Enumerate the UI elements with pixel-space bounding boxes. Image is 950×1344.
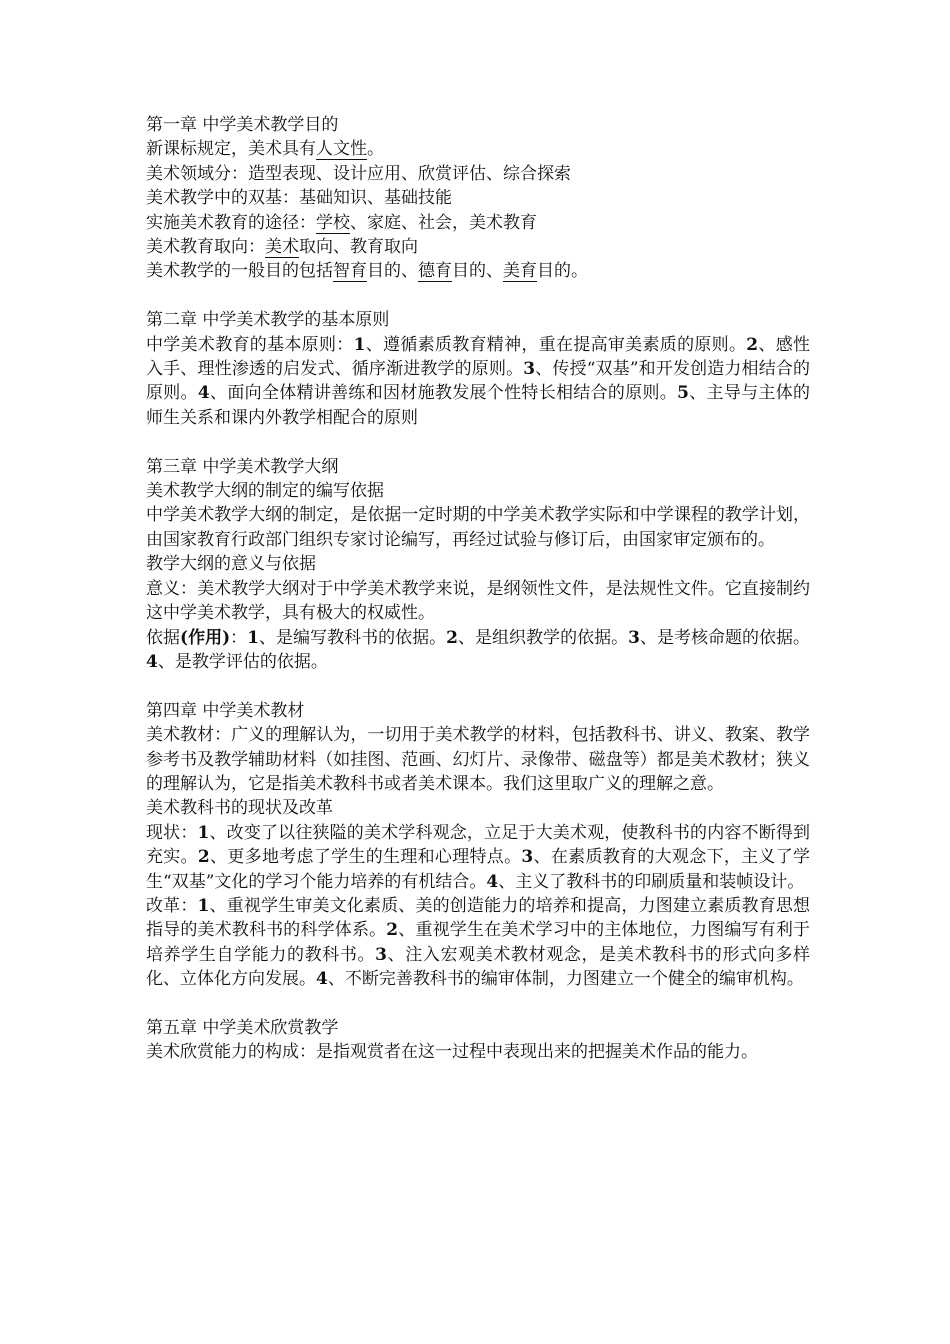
text: 新课标规定，美术具有 — [146, 139, 316, 160]
chapter-3-paragraph-3 — [146, 626, 810, 675]
text: 、感性入手、理性渗透的启发式、循序渐进教学的原则。 — [146, 334, 811, 380]
chapter-1-line-4 — [146, 211, 810, 235]
chapter-1-line-1 — [146, 137, 810, 161]
text: 、是编写教科书的依据。 — [259, 627, 447, 648]
item-number: 4 — [146, 651, 158, 672]
text: 中学美术教育的基本原则： — [146, 334, 354, 355]
item-number: 4 — [316, 969, 328, 990]
chapter-2-principles — [146, 333, 810, 431]
item-number: 3 — [521, 847, 534, 868]
text: 。 — [367, 139, 384, 160]
chapter-4-heading-1: 美术教科书的现状及改革 — [146, 798, 333, 819]
text: 依据 — [146, 627, 181, 648]
item-number: 3 — [375, 944, 387, 965]
item-number: 1 — [197, 895, 210, 916]
chapter-4-title: 第四章 中学美术教材 — [146, 700, 305, 721]
chapter-1-title: 第一章 中学美术教学目的 — [146, 115, 339, 135]
chapter-2 — [146, 308, 810, 430]
chapter-3-title: 第三章 中学美术教学大纲 — [146, 456, 339, 477]
item-number: 4 — [486, 871, 499, 892]
text: 、是考核命题的依据。 — [639, 627, 811, 648]
chapter-1-line-5 — [146, 235, 810, 259]
text: 、注入宏观美术教材观念，是美术教科书的形式向多样化、立体化方向发展。 — [146, 944, 811, 990]
chapter-3-heading-2: 教学大纲的意义与依据 — [146, 554, 316, 575]
text: 、面向全体精讲善练和因材施教发展个性特长相结合的原则。 — [209, 383, 678, 404]
underlined-term: 学校 — [316, 212, 350, 233]
chapter-1-line-3: 美术教学中的双基：基础知识、基础技能 — [146, 188, 452, 209]
item-number: 2 — [197, 847, 210, 868]
text: 、主导与主体的师生关系和课内外教学相配合的原则 — [146, 383, 811, 428]
text: (作用) — [180, 627, 231, 648]
chapter-3 — [146, 455, 810, 675]
chapter-4-status — [146, 821, 810, 894]
underlined-term: 智育 — [333, 261, 367, 282]
item-number: 1 — [353, 334, 366, 355]
chapter-3-paragraph-1: 中学美术教学大纲的制定，是依据一定时期的中学美术教学实际和中学课程的教学计划，由国家教育行政部门组织专家讨论编写，再经过试验与修订后，由国家审定颁布的。 — [146, 505, 810, 550]
item-number: 1 — [197, 822, 210, 843]
text: 、不断完善教科书的编审体制，力图建立一个健全的编审机构。 — [327, 969, 804, 990]
text: 、是教学评估的依据。 — [157, 651, 328, 672]
text: 、主义了教科书的印刷质量和装帧设计。 — [498, 871, 805, 892]
chapter-4-paragraph-1: 美术教材：广义的理解认为，一切用于美术教学的材料，包括教科书、讲义、教案、教学参考书及教学辅助材料（如挂图、范画、幻灯片、录像带、磁盘等）都是美术教材；狭义的理解认为，它是指美术教科书或者美术课本。我们这里取广义的理解之意。 — [146, 725, 810, 794]
chapter-4-reform — [146, 894, 810, 992]
chapter-5 — [146, 1016, 810, 1065]
text: 、重视学生在美术学习中的主体地位，力图编写有利于培养学生自学能力的教科书。 — [146, 920, 811, 965]
text: 、家庭、社会，美术教育 — [350, 212, 537, 233]
underlined-term: 德育 — [418, 261, 452, 282]
chapter-2-title: 第二章 中学美术教学的基本原则 — [146, 310, 390, 331]
text: 现状： — [146, 822, 198, 843]
chapter-3-heading-1: 美术教学大纲的制定的编写依据 — [146, 481, 384, 502]
text: 、更多地考虑了学生的生理和心理特点。 — [209, 847, 522, 868]
underlined-term: 美育 — [503, 261, 537, 282]
text: 、是组织教学的依据。 — [458, 627, 629, 648]
text: 美术教育取向： — [146, 237, 265, 258]
item-number: 3 — [628, 627, 640, 648]
document-page — [146, 113, 810, 1089]
item-number: 2 — [446, 627, 458, 648]
item-number: 1 — [247, 627, 260, 648]
underlined-term: 人文性 — [316, 139, 367, 160]
underlined-term: 美术 — [265, 237, 299, 258]
item-number: 2 — [386, 920, 399, 941]
chapter-1 — [146, 113, 810, 284]
text: 目的、 — [452, 261, 503, 282]
text: 取向、教育取向 — [299, 237, 418, 258]
item-number: 2 — [746, 334, 759, 355]
text: 、改变了以往狭隘的美术学科观念，立足于大美术观，使教科书的内容不断得到充实。 — [146, 822, 811, 868]
text: ： — [230, 627, 248, 648]
text: 、在素质教育的大观念下，主义了学生“双基”文化的学习个能力培养的有机结合。 — [146, 847, 811, 892]
text: 实施美术教育的途径： — [146, 212, 316, 233]
item-number: 4 — [197, 383, 210, 404]
text: 、重视学生审美文化素质、美的创造能力的培养和提高，力图建立素质教育思想指导的美术教科书的科学体系。 — [146, 895, 811, 941]
text: 改革： — [146, 895, 198, 916]
text: 目的、 — [367, 261, 418, 282]
chapter-1-line-2: 美术领域分：造型表现、设计应用、欣赏评估、综合探索 — [146, 163, 571, 184]
item-number: 3 — [523, 359, 536, 380]
chapter-3-paragraph-2: 意义：美术教学大纲对于中学美术教学来说，是纲领性文件，是法规性文件。它直接制约这中学美术教学，具有极大的权威性。 — [146, 578, 810, 624]
chapter-4 — [146, 699, 810, 992]
text: 、遵循素质教育精神，重在提高审美素质的原则。 — [365, 334, 747, 355]
chapter-5-paragraph-1: 美术欣赏能力的构成：是指观赏者在这一过程中表现出来的把握美术作品的能力。 — [146, 1042, 758, 1063]
text: 、传授“双基”和开发创造力相结合的原则。 — [146, 359, 811, 404]
text: 目的。 — [537, 261, 588, 282]
item-number: 5 — [677, 383, 689, 404]
chapter-5-title: 第五章 中学美术欣赏教学 — [146, 1017, 339, 1038]
text: 美术教学的一般目的包括 — [146, 261, 333, 282]
chapter-1-line-6 — [146, 259, 810, 283]
